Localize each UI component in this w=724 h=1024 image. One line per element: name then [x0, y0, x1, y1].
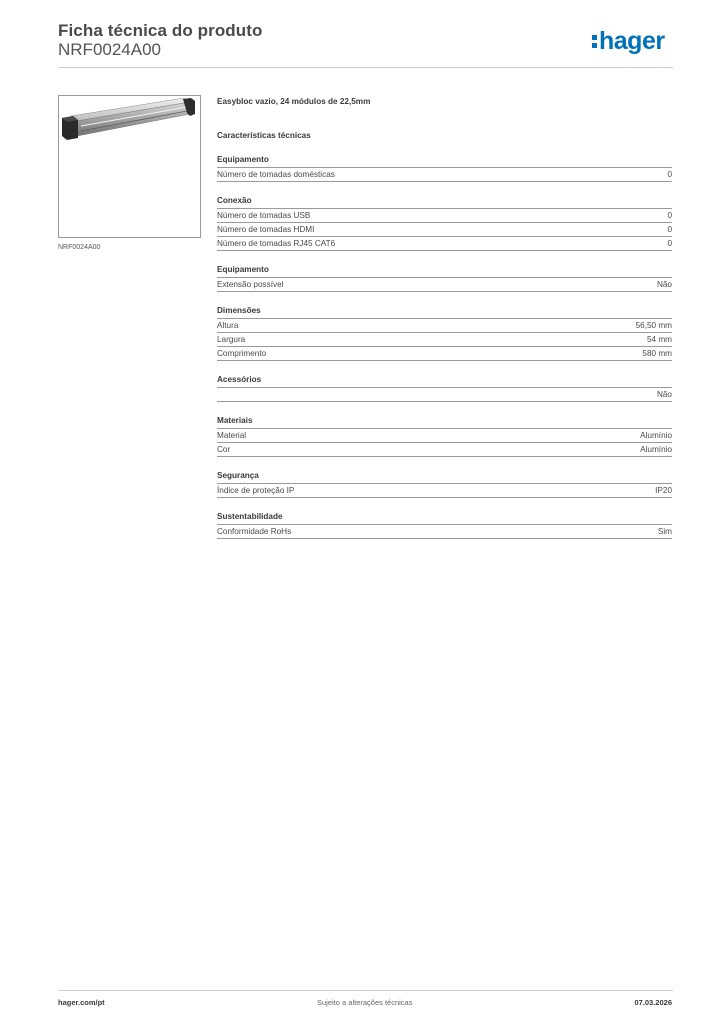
- spec-value: Não: [656, 280, 672, 289]
- spec-row: [217, 168, 672, 182]
- spec-label: Número de tomadas HDMI: [217, 225, 315, 234]
- hager-logo: [592, 28, 665, 58]
- header-divider: [58, 67, 673, 68]
- product-image: [58, 95, 201, 238]
- spec-label: Número de tomadas USB: [217, 211, 311, 220]
- footer-divider: [58, 990, 673, 991]
- spec-row: [217, 429, 672, 443]
- spec-row: [217, 209, 672, 223]
- spec-label: Conformidade RoHs: [217, 527, 292, 536]
- section-title: Acessórios: [217, 374, 672, 388]
- product-description: Easybloc vazio, 24 módulos de 22,5mm: [217, 97, 371, 106]
- footer-notice: Sujeito a alterações técnicas: [317, 998, 413, 1007]
- spec-label: Comprimento: [217, 349, 267, 358]
- spec-section: [217, 154, 672, 182]
- spec-value: Alumínio: [640, 445, 672, 454]
- document-title: Ficha técnica do produto: [58, 21, 263, 40]
- spec-value: Sim: [657, 527, 672, 536]
- main-content: [217, 96, 672, 539]
- spec-row: [217, 443, 672, 457]
- spec-value: 0: [667, 170, 672, 179]
- spec-section: [217, 415, 672, 457]
- section-title: Materiais: [217, 415, 672, 429]
- spec-value: Alumínio: [640, 431, 672, 440]
- spec-value: 0: [667, 211, 672, 220]
- characteristics-heading: Características técnicas: [217, 131, 311, 140]
- section-title: Dimensões: [217, 305, 672, 319]
- spec-label: Número de tomadas RJ45 CAT6: [217, 239, 336, 248]
- spec-label: Altura: [217, 321, 239, 330]
- spec-section: [217, 470, 672, 498]
- section-title: Segurança: [217, 470, 672, 484]
- spec-value: 0: [667, 239, 672, 248]
- spec-label: Cor: [217, 445, 231, 454]
- spec-label: Número de tomadas domésticas: [217, 170, 335, 179]
- spec-value: IP20: [655, 486, 672, 495]
- spec-row: [217, 333, 672, 347]
- spec-section: [217, 195, 672, 251]
- spec-value: 56,50 mm: [635, 321, 672, 330]
- spec-section: [217, 374, 672, 402]
- footer-date: 07.03.2026: [634, 998, 672, 1007]
- section-title: Equipamento: [217, 154, 672, 168]
- spec-row: [217, 319, 672, 333]
- spec-row: [217, 237, 672, 251]
- spec-sections: [217, 154, 672, 539]
- spec-label: Material: [217, 431, 247, 440]
- spec-value: 580 mm: [642, 349, 672, 358]
- spec-row: [217, 484, 672, 498]
- logo-text: hager: [599, 27, 665, 55]
- spec-label: Extensão possível: [217, 280, 284, 289]
- image-caption: NRF0024A00: [58, 244, 101, 251]
- spec-label: Largura: [217, 335, 246, 344]
- spec-section: [217, 305, 672, 361]
- spec-row: [217, 525, 672, 539]
- logo-dots-icon: [592, 35, 597, 48]
- spec-row: [217, 347, 672, 361]
- section-title: Equipamento: [217, 264, 672, 278]
- product-rail-icon: [59, 96, 200, 237]
- spec-label: Índice de proteção IP: [217, 486, 295, 495]
- spec-section: [217, 264, 672, 292]
- spec-row: [217, 388, 672, 402]
- spec-value: Não: [656, 390, 672, 399]
- spec-row: [217, 278, 672, 292]
- spec-row: [217, 223, 672, 237]
- product-code: NRF0024A00: [58, 40, 162, 59]
- spec-value: 0: [667, 225, 672, 234]
- spec-section: [217, 511, 672, 539]
- spec-value: 54 mm: [646, 335, 672, 344]
- section-title: Conexão: [217, 195, 672, 209]
- footer-website[interactable]: hager.com/pt: [58, 998, 105, 1007]
- section-title: Sustentabilidade: [217, 511, 672, 525]
